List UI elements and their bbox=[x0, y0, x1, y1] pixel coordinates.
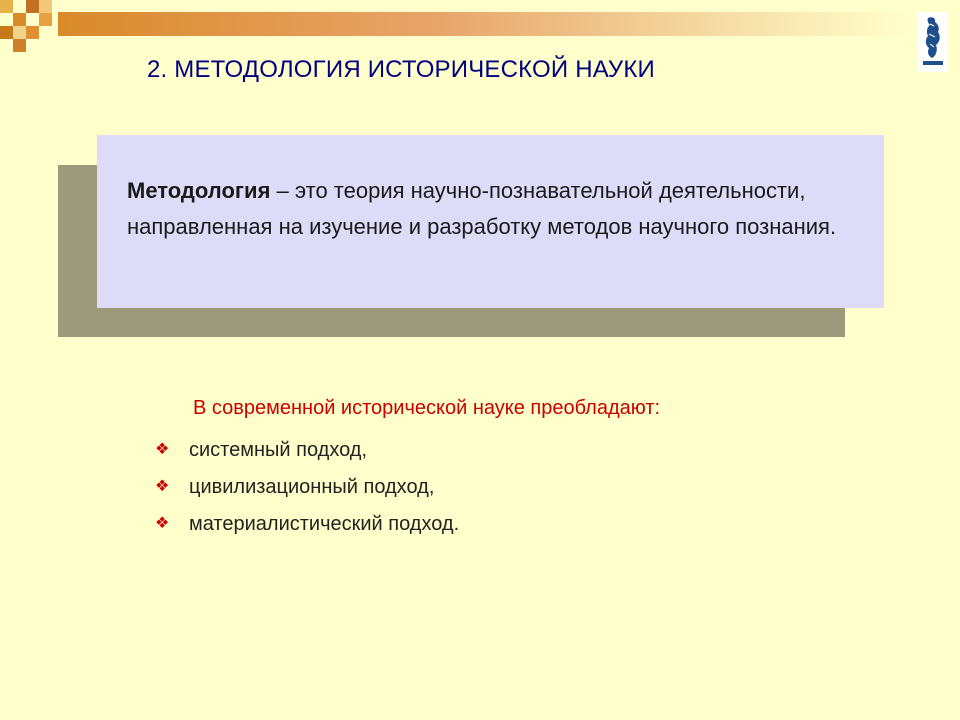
definition-term: Методология bbox=[127, 178, 271, 203]
approach-text: цивилизационный подход, bbox=[189, 476, 435, 498]
slide-title: 2. МЕТОДОЛОГИЯ ИСТОРИЧЕСКОЙ НАУКИ bbox=[147, 56, 656, 83]
approaches-list bbox=[155, 436, 459, 547]
diamond-bullet-icon: ❖ bbox=[155, 441, 170, 458]
list-item bbox=[155, 473, 459, 510]
definition-box bbox=[97, 135, 884, 308]
diamond-bullet-icon: ❖ bbox=[155, 515, 170, 532]
approach-text: материалистический подход. bbox=[189, 513, 460, 535]
list-item bbox=[155, 510, 459, 547]
approaches-lead: В современной исторической науке преобладают: bbox=[193, 397, 661, 419]
list-item bbox=[155, 436, 459, 473]
university-emblem-icon bbox=[918, 12, 948, 72]
definition-text: – это теория научно-познавательной деятельности, направленная на изучение и разработку методов научного познания. bbox=[127, 178, 837, 239]
diamond-bullet-icon: ❖ bbox=[155, 478, 170, 495]
approach-text: системный подход, bbox=[189, 439, 367, 461]
header-gradient-band bbox=[58, 12, 908, 36]
